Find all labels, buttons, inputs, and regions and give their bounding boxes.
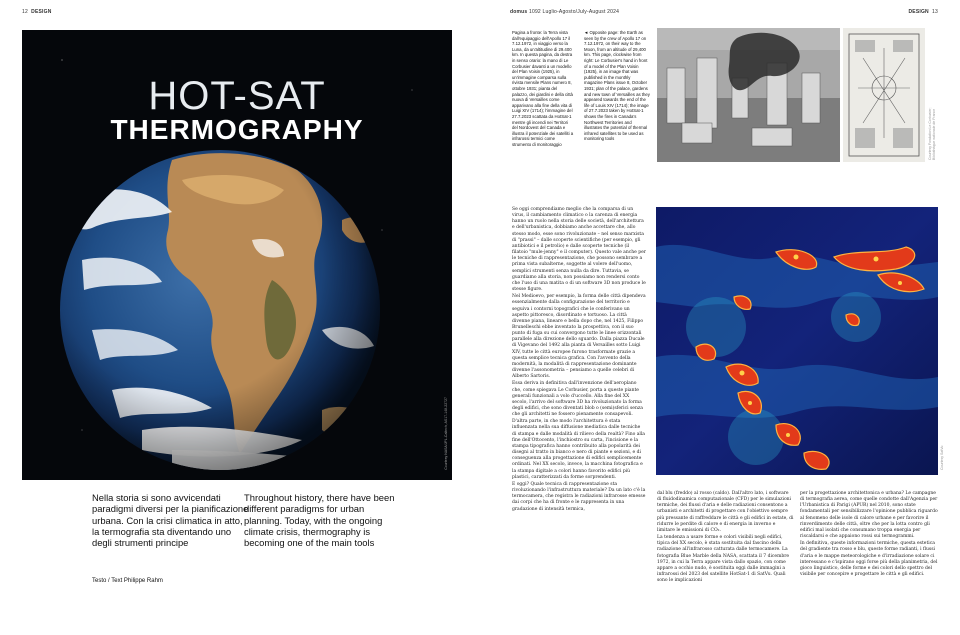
section-label: DESIGN: [908, 9, 929, 15]
photo-credit: Courtesy Fondation Le Corbusier; Bibliothèque nationale de France: [928, 107, 936, 160]
page-number: 12: [22, 9, 28, 15]
body-paragraph: Se oggi comprendiamo meglio che la comparsa di un virus, il cambiamento climatico o la carenza di energia hanno un ruolo nella storia delle società, dell'architettura e dell'urbanistica, dobbiamo anche accettare che, allo stesso modo, esse sono rivoluzionate – nel senso marxista di "prassi" – dalle scoperte scientifiche (per esempio, gli antibiotici e il petrolio) e dalle scoperte tecniche (il filatoio "mule-jenny" e il computer). Questo vale anche per le tecniche di rappresentazione, che possono sembrare a prima vista subalterne, soggette al volere dell'uomo, semplici strumenti senza nulla da dire. Tuttavia, se guardiamo alla storia, non possiamo non rendersi conto che l'uso di una matita o di un software 3D non produce le stesse figure.: [512, 207, 646, 293]
hero-title-line1: HOT-SAT: [148, 74, 326, 118]
versailles-plan-image: [843, 28, 925, 162]
body-paragraph: E oggi? Quale tecnica di rappresentazione sta rivoluzionando l'infrastruttura materiale? Da un lato c'è la termocamera, che registra le radiazioni infrarosse emesse dai corpi che ha di fronte e le rappresenta in una gradazione di intensità termica,: [512, 481, 646, 512]
page-number: 13: [932, 9, 938, 15]
body-paragraph: dal blu (freddo) al rosso (caldo). Dall'altro lato, i software di fluidodinamica computazionale (CFD) per le simulazioni termiche, dei flussi d'aria e delle radiazioni consentono a urbanisti e architetti di progettare con l'obiettivo sempre più pressante di raffreddare le città e gli edifici in estate, di ridurre le perdite di calore e di energia in inverno e limitare le emissioni di CO₂.: [657, 491, 794, 533]
lead-english: Throughout history, there have been different paradigms for urban planning. Today, with the ongoing climate crisis, thermography is becoming one of the main tools: [244, 492, 395, 549]
lead-italian: Nella storia si sono avvicendati paradigmi diversi per la pianificazione urbana. Con la crisi climatica in atto, la termografia sta diventando uno degli strumenti principe: [92, 492, 249, 549]
thermal-credit: Courtesy SatVu: [940, 445, 944, 470]
body-paragraph: In definitiva, queste informazioni termiche, questa estetica del gradiente tra rosso e blu, queste forme radianti, i flussi d'aria e le mappe meteorologiche e d'irradiazione solare ci interessano e c'ispirano oggi forse più della planimetria, del gioco linguistico, delle forme e dei colori dello spettro del visibile per concepire e progettare le città e gli edifici.: [800, 541, 938, 578]
hero-title-line2: THERMOGRAPHY: [110, 114, 364, 145]
caption-italian: Pagina a fronte: la Terra vista dall'equipaggio dell'Apollo 17 il 7.12.1972, in viaggio verso la Luna, da un'altitudine di 29.400 km. In questa pagina, da destra in senso orario: la mano di Le Corbusier davanti a un modello del Plan Voisin (1925), in un'immagine comparsa sulla rivista mensile Plans numero 8, ottobre 1931; pianta del palazzo, dei giardini e della città nuova di Versailles come apparivano alla fine della vita di Luigi XIV (1714); l'immagine del 27.7.2023 scattata da HotSat-1 mentre gli incendi nei Territori del Nordovest del Canada e illustra il potenziale dei satelliti a infrarossi termici come strumento di monitoraggio: [512, 30, 574, 147]
byline: Testo / Text Philippe Rahm: [92, 578, 163, 584]
magazine-name: domus: [510, 9, 528, 15]
body-column-2: [657, 491, 794, 585]
body-paragraph: D'altra parte, in che modo l'architettura è stata influenzata nella sua diffusione mediatica dalle tecniche di stampa e dalle modalità di rilievo della realtà? Fino alla fine dell'Ottocento, l'inchiostro su carta, l'incisione e la stampa tipografica hanno contribuito alla popolarità dei disegni al tratto in bianco e nero di piante e sezioni, e di conseguenza alla progettazione di edifici semplicemente ordinati. Nel XX secolo, invece, la macchina fotografica e la stampa digitale a colori hanno favorito edifici più plastici, caratterizzati da forme sorprendenti.: [512, 419, 645, 480]
right-folio-right: [908, 9, 938, 15]
issue-info: 1092 Luglio-Agosto/July-August 2024: [528, 9, 620, 15]
body-paragraph: Essa deriva in definitiva dall'invenzione dell'aeroplano che, come spiegava Le Corbusier, porta a queste piante generali funzionali a volo d'uccello. Alla fine del XX secolo, l'arrivo del software 3D ha rivoluzionato la forma degli edifici, che sono diventati blob o (semi)sferici senza che gli architetti ne fossero pienamente consapevoli.: [512, 381, 643, 418]
hero-credit: Courtesy NASA/JPL-Caltech, AS17-148-22727: [444, 397, 448, 470]
body-column-3: [800, 491, 940, 579]
hero-earth-image: [22, 30, 452, 480]
body-paragraph: Nel Medioevo, per esempio, la forma delle città dipendeva essenzialmente dalla configurazione del territorio e seguiva i contorni topografici che le conferivano un aspetto pittoresco, disordinato e tortuoso. La città divenne piana, lineare e bella dopo che, nel 1425, Filippo Brunelleschi ebbe inventato la prospettiva, con il suo punto di fuga su cui convergono tutte le linee orizzontali parallele alla direzione dello sguardo. Dalla piazza Ducale di Vigevano del 1492 alla pianta di Versailles sotto Luigi XIV, tutte le città europee furono trasformate grazie a questa semplice tecnica grafica. Con l'avvento della modernità, la modalità di rappresentazione dominante divenne l'assonometria – pensiamo a quelle celebri di Alberto Sartoris.: [512, 294, 646, 380]
right-folio-left: [510, 9, 619, 15]
body-paragraph: per la progettazione architettonica e urbana? Le campagne di termografia aerea, come quelle condotte dall'Agenzia per l'Urbanistica di Parigi (APUR) nel 2010, sono state fondamentali per sensibilizzare l'opinione pubblica riguardo al fenomeno delle isole di calore urbane e per favorire il rinverdimento delle città, oltre che per la lotta contro gli edifici mal isolati che consumano troppa energia per riscaldarsi e che appaiono rossi sui termogrammi.: [800, 491, 938, 540]
left-folio: [22, 9, 52, 15]
section-label: DESIGN: [31, 9, 52, 15]
hotsat-thermal-image: [656, 207, 938, 475]
le-corbusier-plan-voisin-photo: [657, 28, 840, 162]
caption-english: ◄ Opposite page: the Earth as seen by the crew of Apollo 17 on 7.12.1972, on their way to the Moon, from an altitude of 29,400 km. This page, clockwise from right: Le Corbusier's hand in front of a model of the Plan Voisin (1925), in an image that was published in the monthly magazine Plans issue 8, October 1931; plan of the palace, gardens and new town of Versailles as they appeared towards the end of the life of Louis XIV (1714); the image of 27.7.2023 taken by HotSat-1 shows the fires in Canada's Northwest Territories and illustrates the potential of thermal infrared satellites to be used as monitoring tools: [584, 30, 650, 142]
body-paragraph: La tendenza a usare forme e colori visibili negli edifici, tipica del XX secolo, è stata sostituita dal fascino della radiazione all'infrarosso catturata dalle termocamere. La fotografia Blue Marble della NASA, scattata il 7 dicembre 1972, in cui la Terra appare vista dallo spazio, con come appare a occhio nudo, è sostituita oggi dalle immagini a infrarossi del 2023 del satellite HotSat-1 di SatVu. Quali sono le implicazioni: [657, 535, 790, 584]
body-column-1: [512, 207, 646, 514]
